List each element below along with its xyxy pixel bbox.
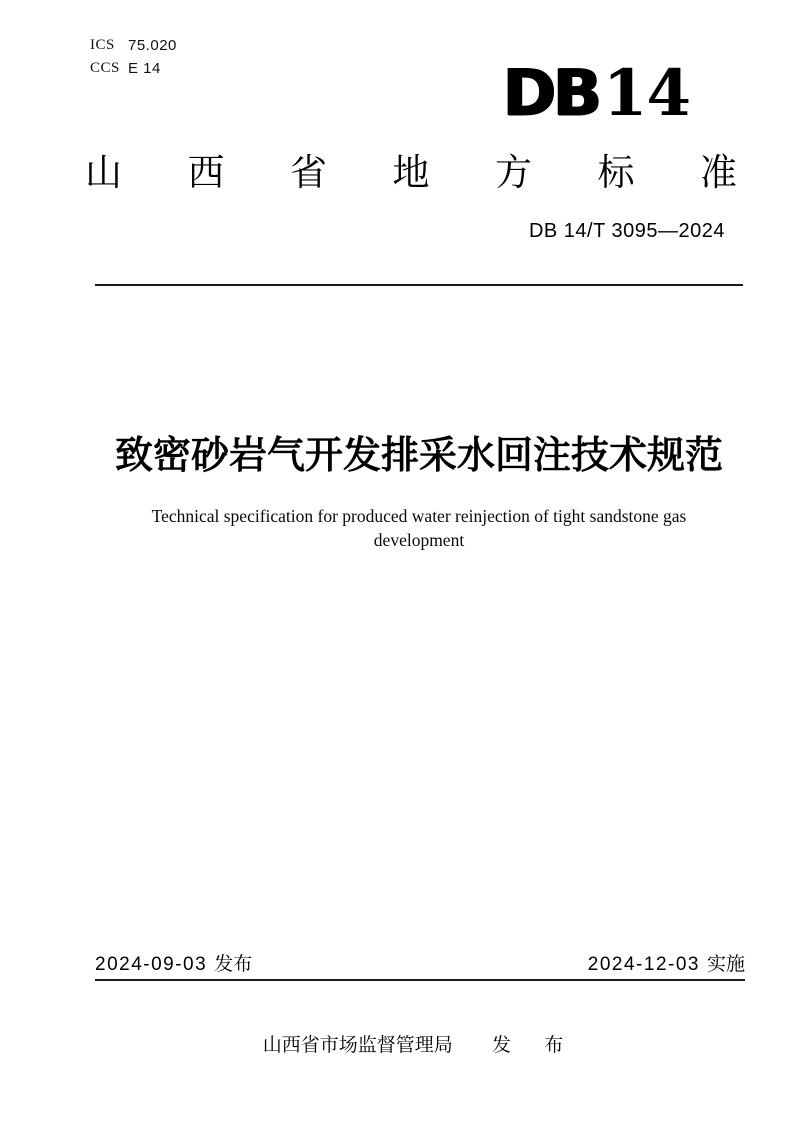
document-number: DB 14/T 3095—2024 — [528, 220, 725, 242]
standard-name-char: 准 — [700, 152, 737, 193]
classification-codes — [90, 34, 177, 80]
ics-value: 75.020 — [128, 37, 177, 54]
ccs-value: E 14 — [128, 60, 161, 77]
db14-logo-db: DB — [503, 57, 599, 131]
standard-name-char: 地 — [392, 152, 430, 193]
publish-label: 发 布 — [492, 1035, 578, 1056]
standard-category-title — [85, 153, 737, 193]
title-english — [95, 504, 743, 552]
standard-name-char: 西 — [187, 152, 225, 193]
standard-name-char: 标 — [597, 152, 635, 193]
implement-label: 实施 — [706, 954, 745, 975]
ccs-label: CCS — [90, 60, 120, 76]
db14-logo-number: 14 — [602, 56, 690, 131]
implement-date: 2024-12-03 — [587, 954, 700, 975]
issue-date-group — [95, 953, 252, 977]
ics-row — [90, 34, 177, 57]
standard-name-char: 省 — [290, 152, 327, 193]
standard-name-char: 方 — [495, 152, 532, 193]
title-english-line2: development — [373, 530, 465, 550]
db14-logo — [503, 56, 690, 131]
issue-label: 发布 — [214, 954, 253, 975]
ics-label: ICS — [90, 37, 115, 53]
ccs-row — [90, 57, 177, 80]
footer-dates — [95, 953, 745, 977]
footer-rule-line — [95, 979, 745, 981]
title-chinese: 致密砂岩气开发排采水回注技术规范 — [114, 435, 723, 477]
publisher-line — [95, 1033, 745, 1059]
issue-date: 2024-09-03 — [95, 954, 208, 975]
standard-name-char: 山 — [85, 152, 122, 193]
implement-date-group — [588, 953, 745, 977]
header-rule-line — [95, 284, 743, 286]
publisher-name: 山西省市场监督管理局 — [262, 1035, 453, 1056]
title-english-line1: Technical specification for produced water reinjection of tight sandstone gas — [151, 506, 687, 526]
